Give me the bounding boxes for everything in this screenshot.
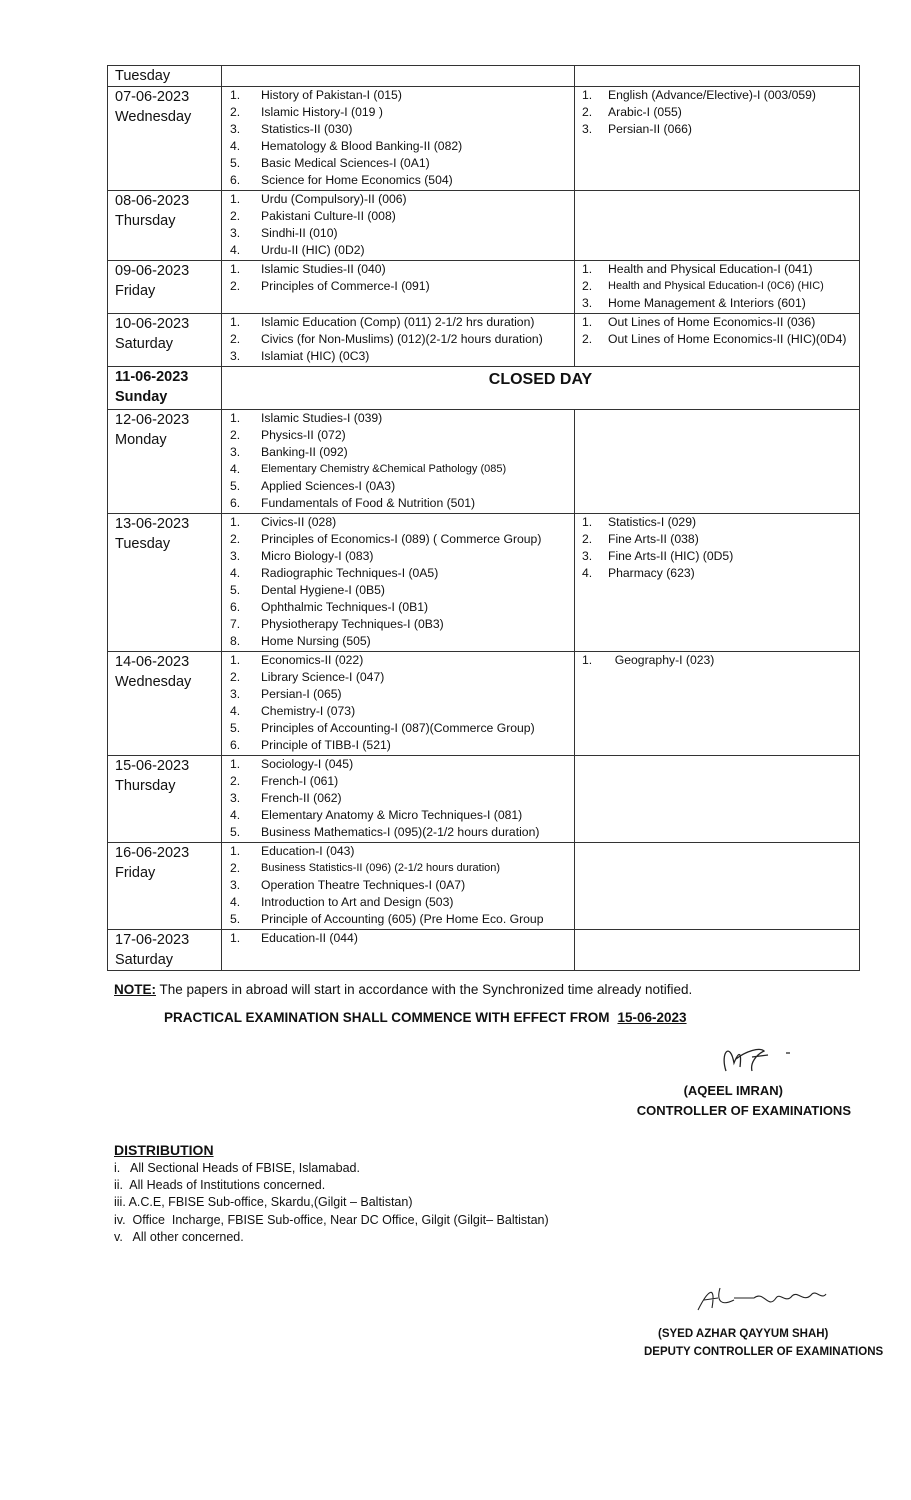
- distribution-heading: DISTRIBUTION: [114, 1142, 214, 1158]
- subject-item: [575, 104, 859, 121]
- subject-item: [575, 565, 859, 582]
- subject-name: Elementary Chemistry &Chemical Pathology (085): [261, 463, 507, 475]
- exam-day: Thursday: [115, 778, 176, 794]
- subject-name: Islamic Studies-II (040): [261, 262, 386, 276]
- exam-schedule-table: [107, 65, 860, 971]
- subject-number: 3.: [582, 296, 593, 310]
- exam-day: Wednesday: [115, 674, 192, 690]
- subject-number: 2.: [230, 279, 241, 293]
- morning-session-cell: [222, 87, 575, 191]
- subject-item: [222, 911, 574, 928]
- subject-name: Principle of Accounting (605) (Pre Home Eco. Group: [261, 912, 544, 926]
- date-cell: [108, 87, 222, 191]
- subject-name: Principles of Accounting-I (087)(Commerce Group): [261, 721, 535, 735]
- subject-name: Principle of TIBB-I (521): [261, 738, 391, 752]
- subject-number: 5.: [230, 825, 241, 839]
- subject-item: [575, 295, 859, 312]
- subject-number: 6.: [230, 738, 241, 752]
- subject-name: Civics (for Non-Muslims) (012)(2-1/2 hours duration): [261, 332, 543, 346]
- distribution-list: [114, 1160, 549, 1246]
- date-cell: [108, 652, 222, 756]
- schedule-row: [108, 652, 860, 756]
- subject-name: French-I (061): [261, 774, 339, 788]
- subject-item: [222, 633, 574, 650]
- subject-number: 5.: [230, 583, 241, 597]
- date-cell: [108, 410, 222, 514]
- subject-item: [222, 773, 574, 790]
- subject-item: [222, 877, 574, 894]
- subject-number: 5.: [230, 912, 241, 926]
- subject-item: [575, 548, 859, 565]
- subject-item: [222, 121, 574, 138]
- subject-item: [222, 348, 574, 365]
- subject-name: Health and Physical Education-I (041): [608, 262, 813, 276]
- subject-name: Introduction to Art and Design (503): [261, 895, 454, 909]
- subject-number: 2.: [582, 332, 593, 346]
- deputy-controller-name: (SYED AZHAR QAYYUM SHAH): [658, 1328, 829, 1340]
- subject-item: [575, 514, 859, 531]
- distribution-item: iii. A.C.E, FBISE Sub-office, Skardu,(Gilgit – Baltistan): [114, 1195, 413, 1210]
- practical-notice: [164, 1010, 687, 1025]
- schedule-row: [108, 514, 860, 652]
- exam-date: 12-06-2023: [115, 412, 190, 428]
- subject-number: 6.: [230, 600, 241, 614]
- subject-number: 3.: [230, 791, 241, 805]
- exam-day: Tuesday: [115, 68, 171, 84]
- note-text: The papers in abroad will start in accordance with the Synchronized time already notified.: [156, 982, 693, 997]
- morning-session-cell: [222, 261, 575, 314]
- subject-number: 4.: [230, 139, 241, 153]
- morning-session-cell: [222, 843, 575, 930]
- date-cell: [108, 191, 222, 261]
- subject-item: [222, 599, 574, 616]
- subject-number: 3.: [230, 349, 241, 363]
- exam-date: 17-06-2023: [115, 932, 190, 948]
- exam-date: 09-06-2023: [115, 263, 190, 279]
- exam-day: Monday: [115, 432, 167, 448]
- subject-name: Education-I (043): [261, 844, 355, 858]
- subject-item: [222, 824, 574, 841]
- distribution-item: i. All Sectional Heads of FBISE, Islamabad.: [114, 1161, 360, 1175]
- subject-number: 1.: [582, 515, 593, 529]
- note-label: NOTE:: [114, 982, 156, 997]
- subject-number: 3.: [230, 122, 241, 136]
- exam-day: Sunday: [115, 389, 168, 405]
- subject-number: 3.: [582, 122, 593, 136]
- subject-item: [575, 121, 859, 138]
- exam-date: 10-06-2023: [115, 316, 190, 332]
- subject-name: Business Mathematics-I (095)(2-1/2 hours duration): [261, 825, 540, 839]
- subject-number: 2.: [230, 428, 241, 442]
- subject-name: Out Lines of Home Economics-II (036): [608, 315, 816, 329]
- subject-item: [222, 331, 574, 348]
- subject-number: 3.: [230, 445, 241, 459]
- subject-number: 1.: [582, 315, 593, 329]
- schedule-row: [108, 367, 860, 410]
- closed-day-label: CLOSED DAY: [222, 367, 860, 410]
- exam-date: 15-06-2023: [115, 758, 190, 774]
- subject-number: 2.: [582, 532, 593, 546]
- morning-session-cell: [222, 314, 575, 367]
- exam-day: Saturday: [115, 336, 174, 352]
- subject-name: Home Nursing (505): [261, 634, 371, 648]
- subject-item: [575, 87, 859, 104]
- subject-name: History of Pakistan-I (015): [261, 88, 402, 102]
- subject-number: 4.: [230, 566, 241, 580]
- note: [114, 982, 692, 997]
- subject-item: [222, 261, 574, 278]
- subject-item: [222, 461, 574, 478]
- subject-item: [222, 104, 574, 121]
- exam-date: 07-06-2023: [115, 89, 190, 105]
- subject-item: [222, 686, 574, 703]
- evening-session-cell: [575, 191, 860, 261]
- subject-name: Operation Theatre Techniques-I (0A7): [261, 878, 466, 892]
- subject-name: Sociology-I (045): [261, 757, 354, 771]
- subject-name: Statistics-I (029): [608, 515, 697, 529]
- distribution-item: v. All other concerned.: [114, 1229, 244, 1244]
- subject-item: [222, 860, 574, 877]
- subject-name: Health and Physical Education-I (0C6) (HIC): [608, 280, 824, 292]
- subject-name: Geography-I (023): [608, 653, 715, 667]
- date-cell: [108, 843, 222, 930]
- subject-number: 8.: [230, 634, 241, 648]
- subject-number: 3.: [230, 549, 241, 563]
- subject-number: 4.: [230, 895, 241, 909]
- subject-name: Library Science-I (047): [261, 670, 385, 684]
- subject-number: 2.: [230, 532, 241, 546]
- subject-number: 4.: [582, 566, 593, 580]
- evening-session-cell: [575, 514, 860, 652]
- subject-item: [575, 531, 859, 548]
- exam-date: 14-06-2023: [115, 654, 190, 670]
- exam-day: Thursday: [115, 213, 176, 229]
- exam-date: 16-06-2023: [115, 845, 190, 861]
- subject-number: 2.: [230, 670, 241, 684]
- subject-item: [222, 208, 574, 225]
- morning-session-cell: [222, 191, 575, 261]
- subject-name: Fine Arts-II (038): [608, 532, 699, 546]
- subject-name: Principles of Commerce-I (091): [261, 279, 430, 293]
- exam-date: 11-06-2023: [115, 369, 189, 385]
- subject-item: [222, 703, 574, 720]
- subject-item: [575, 652, 859, 669]
- subject-item: [222, 191, 574, 208]
- subject-name: Pakistani Culture-II (008): [261, 209, 396, 223]
- date-cell: [108, 514, 222, 652]
- date-cell: [108, 367, 222, 410]
- subject-item: [222, 495, 574, 512]
- subject-item: [222, 427, 574, 444]
- subject-name: Islamic Studies-I (039): [261, 411, 383, 425]
- morning-session-cell: [222, 930, 575, 971]
- controller-signature: [716, 1033, 806, 1078]
- subject-item: [222, 548, 574, 565]
- subject-number: 2.: [230, 105, 241, 119]
- subject-item: [222, 225, 574, 242]
- subject-number: 3.: [230, 687, 241, 701]
- subject-number: 6.: [230, 173, 241, 187]
- subject-item: [222, 720, 574, 737]
- subject-name: Chemistry-I (073): [261, 704, 356, 718]
- evening-session-cell: [575, 843, 860, 930]
- subject-number: 1.: [582, 262, 593, 276]
- subject-number: 2.: [230, 209, 241, 223]
- subject-name: Physiotherapy Techniques-I (0B3): [261, 617, 444, 631]
- subject-name: Sindhi-II (010): [261, 226, 338, 240]
- schedule-row: [108, 66, 860, 87]
- subject-item: [222, 314, 574, 331]
- subject-name: Elementary Anatomy & Micro Techniques-I (081): [261, 808, 523, 822]
- schedule-row: [108, 87, 860, 191]
- schedule-body: [108, 66, 860, 971]
- subject-item: [222, 616, 574, 633]
- evening-session-cell: [575, 261, 860, 314]
- subject-name: Banking-II (092): [261, 445, 348, 459]
- subject-name: Ophthalmic Techniques-I (0B1): [261, 600, 429, 614]
- subject-number: 1.: [230, 315, 241, 329]
- subject-item: [222, 172, 574, 189]
- morning-session-cell: [222, 410, 575, 514]
- subject-name: Hematology & Blood Banking-II (082): [261, 139, 463, 153]
- schedule-row: [108, 930, 860, 971]
- subject-item: [222, 155, 574, 172]
- subject-number: 6.: [230, 496, 241, 510]
- date-cell: [108, 261, 222, 314]
- subject-number: 2.: [230, 861, 241, 875]
- subject-name: Basic Medical Sciences-I (0A1): [261, 156, 430, 170]
- practical-date: 15-06-2023: [617, 1010, 687, 1025]
- evening-session-cell: [575, 652, 860, 756]
- subject-number: 3.: [230, 878, 241, 892]
- subject-name: Persian-II (066): [608, 122, 692, 136]
- subject-number: 2.: [582, 105, 593, 119]
- subject-item: [222, 444, 574, 461]
- schedule-row: [108, 756, 860, 843]
- subject-name: Civics-II (028): [261, 515, 337, 529]
- exam-day: Friday: [115, 865, 156, 881]
- subject-number: 1.: [230, 411, 241, 425]
- subject-name: Urdu (Compulsory)-II (006): [261, 192, 407, 206]
- subject-name: Fine Arts-II (HIC) (0D5): [608, 549, 734, 563]
- morning-session-cell: [222, 66, 575, 87]
- subject-name: Out Lines of Home Economics-II (HIC)(0D4): [608, 332, 847, 346]
- controller-name: (AQEEL IMRAN): [683, 1083, 783, 1098]
- subject-number: 1.: [230, 931, 241, 945]
- subject-item: [222, 531, 574, 548]
- schedule-row: [108, 261, 860, 314]
- deputy-controller-signature: [694, 1280, 834, 1320]
- evening-session-cell: [575, 314, 860, 367]
- evening-session-cell: [575, 756, 860, 843]
- practical-text: PRACTICAL EXAMINATION SHALL COMMENCE WITH EFFECT FROM: [164, 1010, 610, 1025]
- subject-number: 1.: [582, 88, 593, 102]
- exam-day: Wednesday: [115, 109, 192, 125]
- subject-number: 5.: [230, 156, 241, 170]
- subject-name: Arabic-I (055): [608, 105, 682, 119]
- subject-number: 1.: [582, 653, 593, 667]
- subject-number: 5.: [230, 721, 241, 735]
- schedule-row: [108, 191, 860, 261]
- evening-session-cell: [575, 410, 860, 514]
- subject-item: [222, 652, 574, 669]
- subject-item: [222, 87, 574, 104]
- subject-name: Science for Home Economics (504): [261, 173, 453, 187]
- subject-name: Principles of Economics-I (089) ( Commerce Group): [261, 532, 542, 546]
- exam-day: Tuesday: [115, 536, 171, 552]
- subject-name: Radiographic Techniques-I (0A5): [261, 566, 439, 580]
- subject-number: 1.: [230, 88, 241, 102]
- subject-item: [222, 514, 574, 531]
- subject-name: Business Statistics-II (096) (2-1/2 hours duration): [261, 862, 501, 874]
- subject-item: [222, 478, 574, 495]
- subject-number: 2.: [230, 774, 241, 788]
- subject-number: 1.: [230, 262, 241, 276]
- date-cell: [108, 756, 222, 843]
- subject-name: French-II (062): [261, 791, 342, 805]
- subject-number: 1.: [230, 515, 241, 529]
- subject-number: 1.: [230, 757, 241, 771]
- exam-day: Saturday: [115, 952, 174, 968]
- evening-session-cell: [575, 87, 860, 191]
- subject-item: [222, 582, 574, 599]
- subject-item: [222, 278, 574, 295]
- exam-date: 08-06-2023: [115, 193, 190, 209]
- subject-item: [222, 756, 574, 773]
- evening-session-cell: [575, 66, 860, 87]
- subject-item: [222, 894, 574, 911]
- distribution-item: iv. Office Incharge, FBISE Sub-office, Near DC Office, Gilgit (Gilgit– Baltistan): [114, 1212, 549, 1227]
- subject-item: [222, 565, 574, 582]
- evening-session-cell: [575, 930, 860, 971]
- subject-item: [575, 331, 859, 348]
- subject-number: 4.: [230, 243, 241, 257]
- subject-item: [222, 410, 574, 427]
- subject-number: 4.: [230, 704, 241, 718]
- subject-name: Physics-II (072): [261, 428, 346, 442]
- exam-day: Friday: [115, 283, 156, 299]
- subject-number: 1.: [230, 653, 241, 667]
- subject-name: Education-II (044): [261, 931, 358, 945]
- exam-date: 13-06-2023: [115, 516, 190, 532]
- subject-item: [222, 930, 574, 947]
- morning-session-cell: [222, 756, 575, 843]
- subject-name: Islamiat (HIC) (0C3): [261, 349, 370, 363]
- date-cell: [108, 66, 222, 87]
- schedule-row: [108, 843, 860, 930]
- morning-session-cell: [222, 652, 575, 756]
- schedule-row: [108, 410, 860, 514]
- subject-name: Urdu-II (HIC) (0D2): [261, 243, 365, 257]
- subject-number: 2.: [230, 332, 241, 346]
- subject-name: Islamic History-I (019 ): [261, 105, 383, 119]
- subject-number: 3.: [230, 226, 241, 240]
- subject-name: Pharmacy (623): [608, 566, 695, 580]
- subject-item: [222, 242, 574, 259]
- subject-name: Dental Hygiene-I (0B5): [261, 583, 385, 597]
- subject-number: 4.: [230, 808, 241, 822]
- subject-number: 7.: [230, 617, 241, 631]
- subject-number: 1.: [230, 844, 241, 858]
- subject-name: English (Advance/Elective)-I (003/059): [608, 88, 816, 102]
- date-cell: [108, 930, 222, 971]
- subject-name: Statistics-II (030): [261, 122, 353, 136]
- subject-item: [575, 261, 859, 278]
- subject-number: 1.: [230, 192, 241, 206]
- subject-name: Home Management & Interiors (601): [608, 296, 806, 310]
- subject-item: [222, 807, 574, 824]
- subject-number: 5.: [230, 479, 241, 493]
- subject-name: Islamic Education (Comp) (011) 2-1/2 hrs duration): [261, 315, 535, 329]
- deputy-controller-title: DEPUTY CONTROLLER OF EXAMINATIONS: [644, 1346, 884, 1358]
- subject-item: [222, 138, 574, 155]
- subject-name: Micro Biology-I (083): [261, 549, 374, 563]
- date-cell: [108, 314, 222, 367]
- subject-item: [575, 314, 859, 331]
- subject-name: Applied Sciences-I (0A3): [261, 479, 396, 493]
- subject-item: [222, 843, 574, 860]
- distribution-item: ii. All Heads of Institutions concerned.: [114, 1178, 326, 1193]
- subject-item: [222, 790, 574, 807]
- subject-name: Persian-I (065): [261, 687, 342, 701]
- subject-number: 3.: [582, 549, 593, 563]
- subject-number: 2.: [582, 279, 593, 293]
- controller-title: CONTROLLER OF EXAMINATIONS: [636, 1103, 851, 1118]
- subject-name: Economics-II (022): [261, 653, 364, 667]
- subject-number: 4.: [230, 462, 241, 476]
- subject-item: [575, 278, 859, 295]
- subject-name: Fundamentals of Food & Nutrition (501): [261, 496, 476, 510]
- subject-item: [222, 737, 574, 754]
- subject-item: [222, 669, 574, 686]
- schedule-row: [108, 314, 860, 367]
- morning-session-cell: [222, 514, 575, 652]
